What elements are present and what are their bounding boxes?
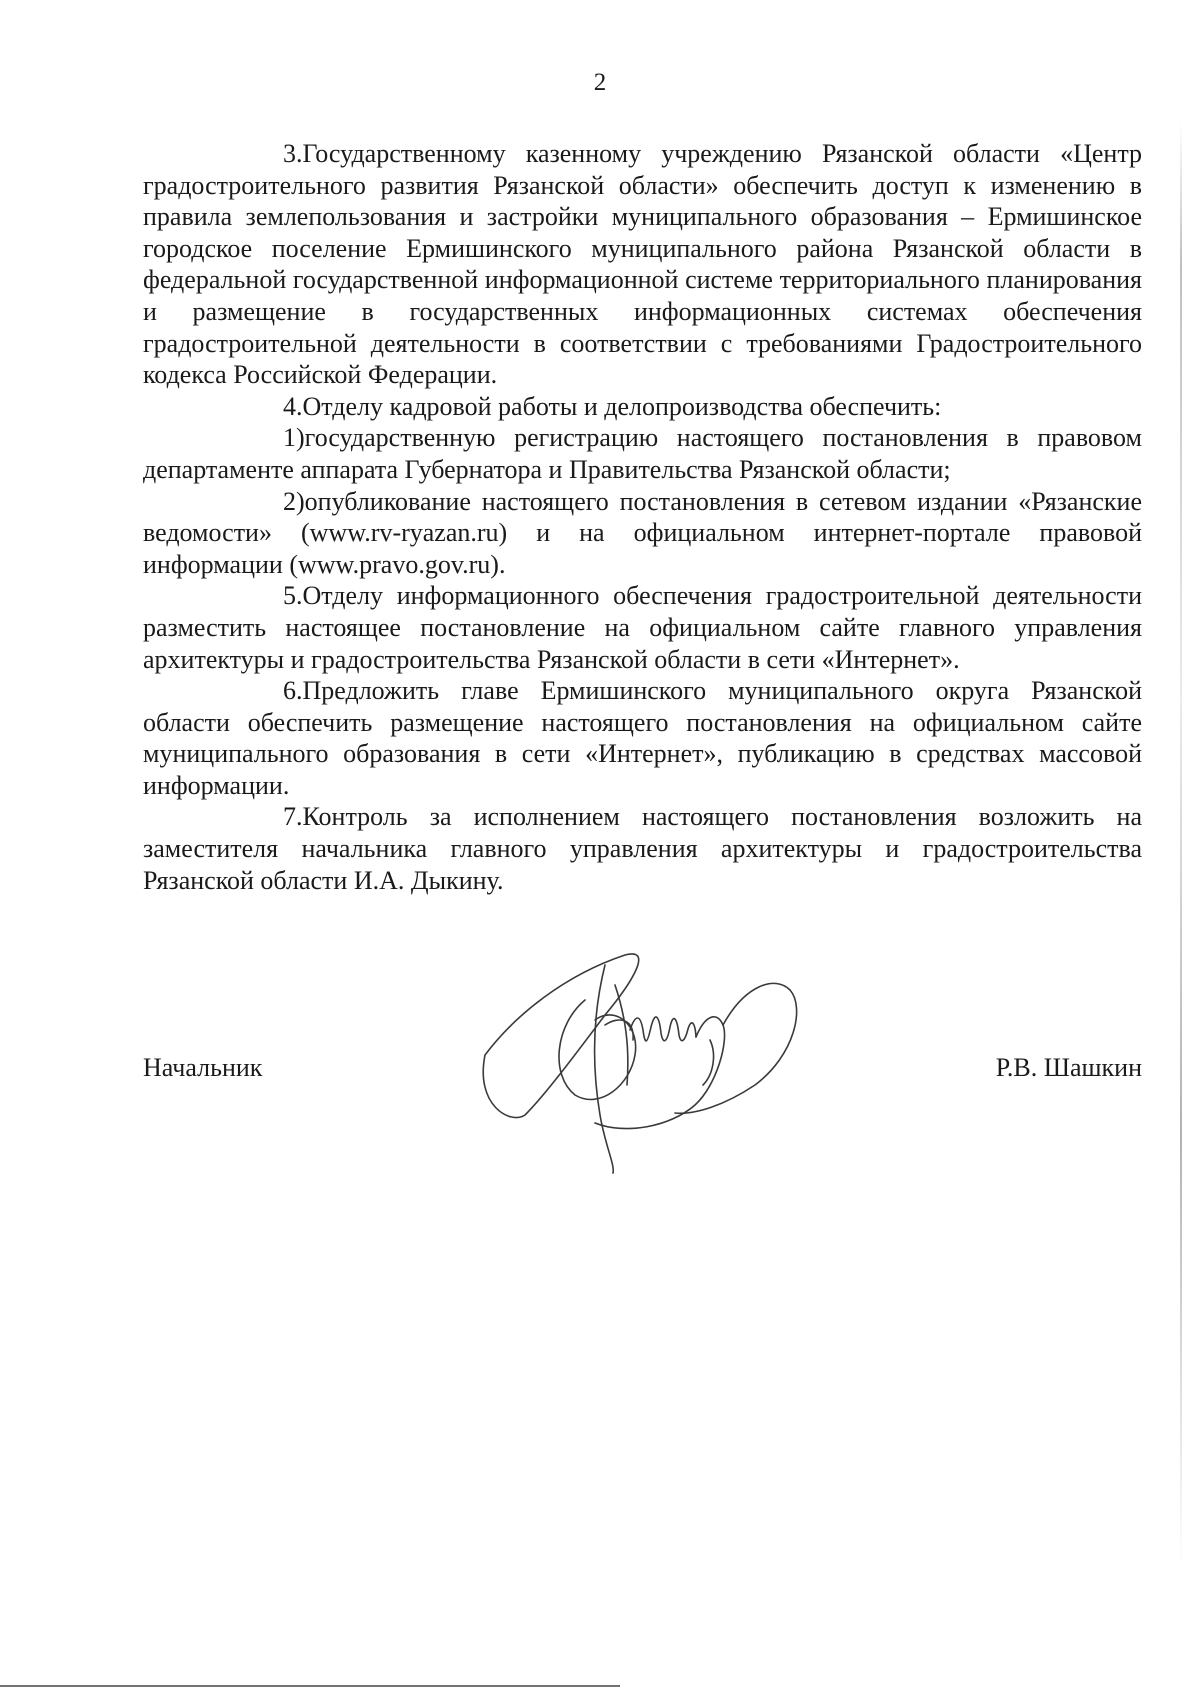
scan-edge-artifact [1180,120,1182,1570]
paragraph-number: 5. [283,581,303,611]
paragraph-7 [143,801,1142,896]
scan-bottom-artifact [0,1685,620,1687]
paragraph-number: 7. [283,802,303,832]
paragraph-number: 6. [283,676,303,706]
paragraph-3 [143,138,1142,391]
paragraph-4 [143,391,1142,423]
signer-position: Начальник [143,1053,263,1082]
paragraph-text: Отделу кадровой работы и делопроизводства обеспечить: [302,391,942,421]
paragraph-6 [143,675,1142,801]
paragraph-4-1 [143,422,1142,485]
paragraph-text: Предложить главе Ермишинского муниципального округа Рязанской области обеспечить размещение настоящего постановления на официальном сайте муниципального образования в сети «Интернет», публикацию в средствах массовой информации. [143,676,1142,800]
paragraph-text: государственную регистрацию настоящего постановления в правовом департаменте аппарата Губернатора и Правительства Рязанской области; [143,423,1142,484]
paragraph-number: 4. [283,391,303,421]
paragraph-number: 3. [283,139,303,168]
page-number: 2 [593,69,607,96]
paragraph-text: Отделу информационного обеспечения градостроительной деятельности разместить настоящее постановление на официальном сайте главного управления архитектуры и градостроительства Рязанской области в сети «Интернет». [143,581,1142,674]
paragraph-text: опубликование настоящего постановления в сетевом издании «Рязанские ведомости» (www.rv-ryazan.ru) и на официальном интернет-портале правовой информации (www.pravo.gov.ru). [143,486,1142,579]
paragraph-4-2 [143,486,1142,581]
paragraph-5 [143,580,1142,675]
document-body [143,138,1142,896]
signer-name: Р.В. Шашкин [995,1053,1142,1082]
paragraph-text: Государственному казенному учреждению Рязанской области «Центр градостроительного развития Рязанской области» обеспечить доступ к изменению в правила землепользования и застройки муниципального образования – Ермишинское городское поселение Ермишинского муниципального района Рязанской области в федеральной государственной информационной системе территориального планирования и размещение в государственных информационных системах обеспечения градостроительной деятельности в соответствии с требованиями Градостроительного кодекса Российской Федерации. [143,139,1142,390]
paragraph-number: 1) [283,423,305,453]
paragraph-number: 2) [283,486,305,516]
paragraph-text: Контроль за исполнением настоящего постановления возложить на заместителя начальника главного управления архитектуры и градостроительства Рязанской области И.А. Дыкину. [143,802,1142,895]
signature-block [143,1051,1142,1085]
